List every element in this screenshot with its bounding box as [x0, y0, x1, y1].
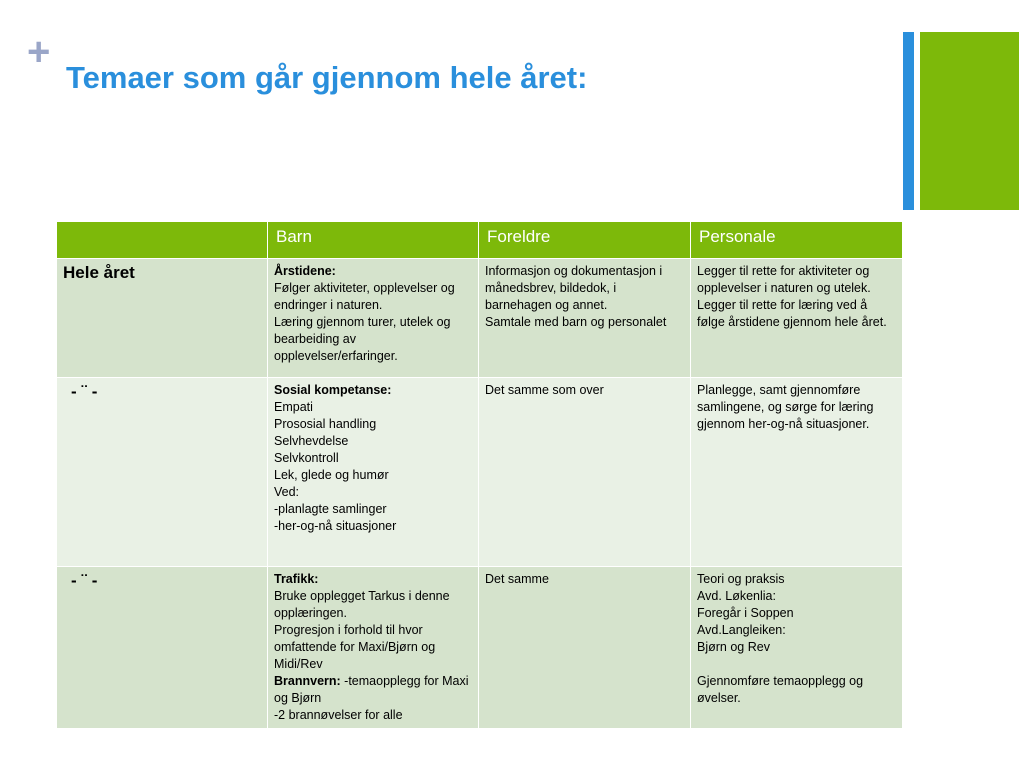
cell-heading: Sosial kompetanse:: [274, 383, 392, 397]
row-label: - ¨ -: [57, 567, 268, 729]
cell-personale: [691, 378, 903, 567]
cell-text: [697, 656, 896, 673]
table-header-row: [57, 222, 903, 259]
cell-foreldre: [479, 567, 691, 729]
row-label: - ¨ -: [57, 378, 268, 567]
cell-text: Lek, glede og humør: [274, 468, 389, 482]
slide-title: Temaer som går gjennom hele året:: [66, 60, 588, 95]
cell-personale: [691, 567, 903, 729]
cell-text: Bruke opplegget Tarkus i denne opplæringen.: [274, 589, 450, 620]
cell-text: Avd. Løkenlia:: [697, 589, 776, 603]
cell-text: -planlagte samlinger: [274, 502, 387, 516]
table-row: [57, 567, 903, 729]
cell-barn: [268, 259, 479, 378]
cell-text: Ved:: [274, 485, 300, 499]
cell-barn: [268, 378, 479, 567]
cell-text: -2 brannøvelser for alle: [274, 708, 403, 722]
cell-text: Læring gjennom turer, utelek og bearbeiding av opplevelser/erfaringer.: [274, 315, 451, 363]
cell-text: Empati: [274, 400, 313, 414]
cell-text: Bjørn og Rev: [697, 640, 770, 654]
header-cell-empty: [57, 222, 268, 259]
cell-subheading: Brannvern:: [274, 674, 341, 688]
header-cell-foreldre: Foreldre: [479, 222, 691, 259]
cell-text: Legger til rette for aktiviteter og opplevelser i naturen og utelek. Legger til rette for læring ved å følge årstidene gjennom hele året.: [697, 264, 887, 329]
cell-text: Det samme: [485, 572, 549, 586]
cell-personale: [691, 259, 903, 378]
cell-text: Det samme som over: [485, 383, 604, 397]
header-cell-barn: Barn: [268, 222, 479, 259]
header-cell-personale: Personale: [691, 222, 903, 259]
table-row: [57, 378, 903, 567]
accent-bar-blue: [903, 32, 914, 210]
cell-heading: Årstidene:: [274, 264, 336, 278]
cell-text: Informasjon og dokumentasjon i månedsbrev, bildedok, i barnehagen og annet.: [485, 264, 663, 312]
cell-text: Selvkontroll: [274, 451, 339, 465]
cell-text: -temaopplegg for Maxi og Bjørn: [274, 674, 469, 705]
cell-text: Planlegge, samt gjennomføre samlingene, og sørge for læring gjennom her-og-nå situasjoner.: [697, 383, 874, 431]
plus-icon: +: [27, 30, 51, 74]
accent-bar-green: [920, 32, 1019, 210]
cell-text: Følger aktiviteter, opplevelser og endringer i naturen.: [274, 281, 455, 312]
cell-text: -her-og-nå situasjoner: [274, 519, 397, 533]
cell-text: Samtale med barn og personalet: [485, 315, 667, 329]
cell-foreldre: [479, 259, 691, 378]
cell-foreldre: [479, 378, 691, 567]
cell-text: Selvhevdelse: [274, 434, 349, 448]
cell-text: [274, 673, 472, 707]
cell-text: Avd.Langleiken:: [697, 623, 786, 637]
cell-barn: [268, 567, 479, 729]
cell-text: Gjennomføre temaopplegg og øvelser.: [697, 674, 864, 705]
cell-text: Foregår i Soppen: [697, 606, 794, 620]
cell-heading: Trafikk:: [274, 572, 319, 586]
themes-table: [56, 221, 903, 729]
cell-text: Progresjon i forhold til hvor omfattende for Maxi/Bjørn og Midi/Rev: [274, 623, 436, 671]
cell-text: Prososial handling: [274, 417, 377, 431]
cell-text: Teori og praksis: [697, 572, 785, 586]
row-label: Hele året: [57, 259, 268, 378]
table-row: [57, 259, 903, 378]
